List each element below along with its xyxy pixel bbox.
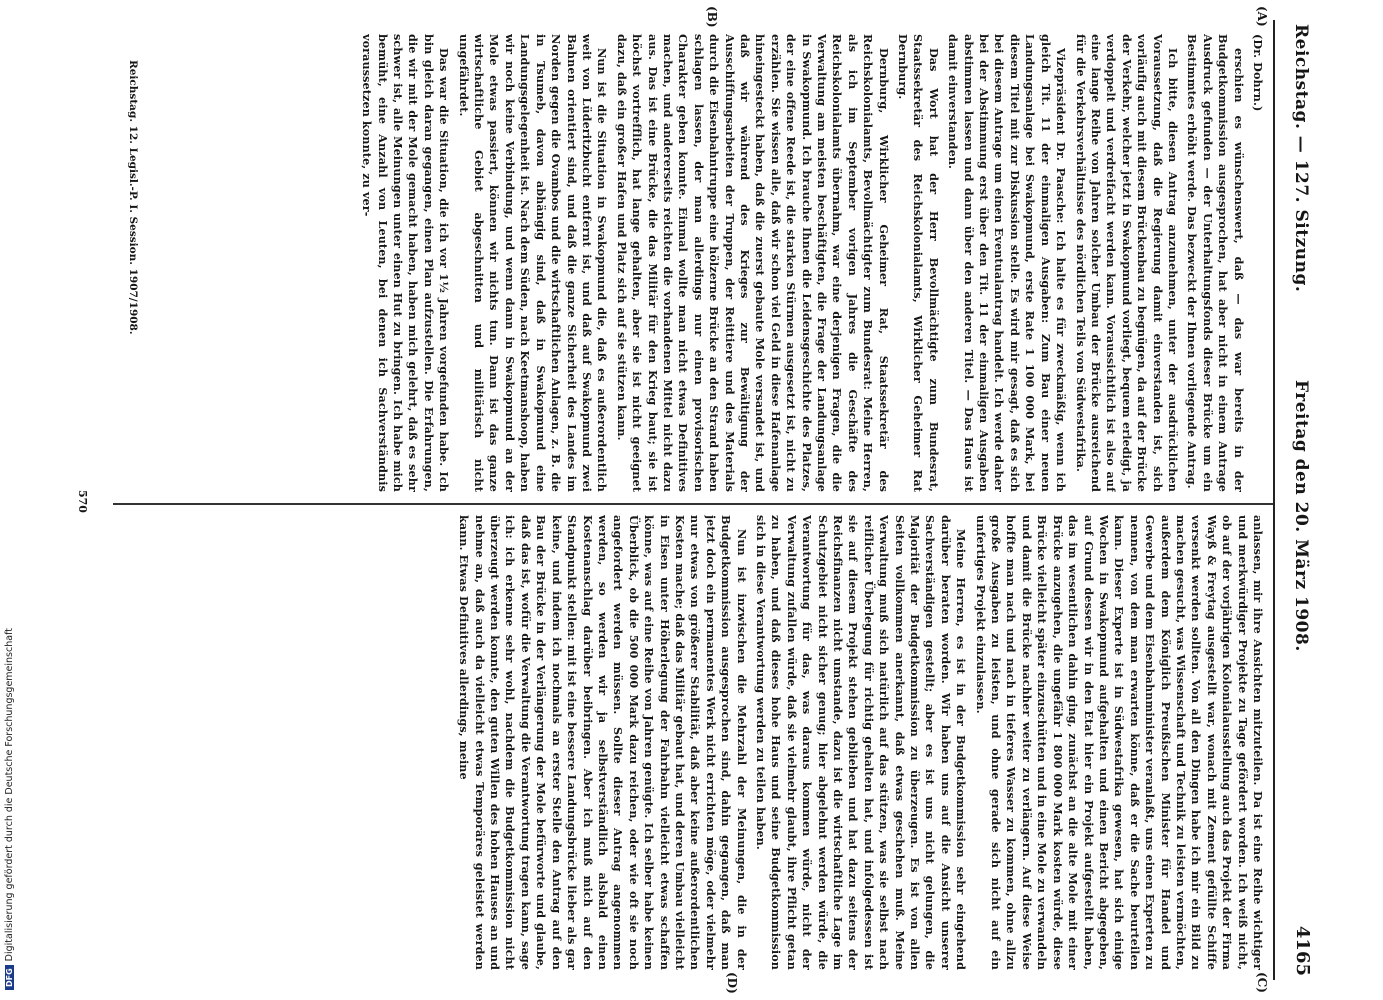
digitization-note (4, 10, 18, 990)
footer-number: 570 (76, 490, 89, 513)
paragraph: Vizepräsident Dr. Paasche: Ich halte es für zweckmäßig, wenn ich gleich Tit. 11 der einmaligen Ausgaben: Zum Bau einer neuen Landungsanlage bei Swakopmund, erste Rate 1 100 000 Mark, bei diesem Titel mit zur Diskussion stelle. Es wird mir gesagt, daß es sich bei diesem Antrage um einen Eventualantrag handelt. Ich werde daher bei der Abstimmung erst über den Tit. 11 der einmaligen Ausgaben abstimmen lassen und dann über den anderen Titel. — Das Haus ist damit einverstanden. (946, 34, 1069, 492)
left-column (145, 34, 1265, 492)
page-header (1273, 20, 1319, 980)
digitization-text: Digitalisierung gefördert durch die Deutsche Forschungsgemeinschaft (4, 628, 15, 962)
paragraph: Nun ist inzwischen die Mehrzahl der Meinungen, die in der Budgetkommission ausgesprochen sind, dahin gegangen, daß man jetzt doch ein permanentes Werk nicht errichten möge, oder vielmehr nur etwas von größerer Stabilität, daß aber keine außerordentlichen Kosten mache; daß das Militär gebaut hat, und deren Umbau vielleicht in Eisen unter Höherlegung der Fahrbahn vielleicht etwas schaffen könne, was auf eine Reihe von Jahren genügte. Ich selber habe keinen Überblick, ob die 500 000 Mark dazu reichen, oder wie oft sie noch angefordert werden müssen. Sollte dieser Antrag angenommen werden, so werden wir ja selbstverständlich alsbald einen Kostenanschlag darüber beibringen. Aber ich muß mich auf den Standpunkt stellen: mit ist eine bessere Landungsbrücke lieber als gar keine, und indem ich nochmals an erster Stelle den Antrag auf den Bau der Brücke in der Verlängerung der Mole befürworte und glaube, daß das ist, wofür die Verwaltung die Verantwortung tragen kann, sage ich: ich erkenne sehr wohl, nachdem die Budgetkommission nicht überzeugt werden konnte, den guten Willen des hohen Hauses an und nehme an, daß auch da vielleicht etwas Temporäres geleistet werden kann. Etwas Definitives allerdings, meine (457, 515, 749, 970)
header-right: Freitag den 20. März 1908. (1291, 380, 1311, 652)
page-number: 4165 (1292, 925, 1313, 976)
paragraph: erschien es wünschenswert, daß — das war bereits in der Budgetkommission ausgesprochen, hat aber nicht in einem Antrage Ausdruck gefunden — der Unterhaltungsfonds dieser Brücke um ein Bestimmtes erhöht werde. Das bezweckt der Ihnen vorliegende Antrag. (1185, 34, 1246, 492)
margin-marker-c: (C) (1255, 972, 1269, 993)
paragraph: Meine Herren, es ist in der Budgetkommission sehr eingehend darüber beraten worden. Wir haben uns auf die Ansicht unserer Sachverständigen gestellt; aber es ist uns nicht gelungen, die Majorität der Budgetkommission zu überzeugen. Es ist von allen Seiten vollkommen anerkannt, daß etwas geschehen muß. Meine Verwaltung muß sich natürlich auf das stützen, was sie selbst nach reiflicher Überlegung für richtig gehalten hat, und infolgedessen ist sie auf diesem Projekt stehen geblieben und hat dazu seitens der Reichsfinanzen nicht umstande, dazu ist die wirtschaftliche Lage im Schutzgebiet nicht sicher genug; hier abgelehnt werden würde, die Verantwortung für das, was daraus kommen würde, nicht der Verwaltung zufallen würde, daß sie vielmehr glaubt, ihre Pflicht getan zu haben, und daß dieses hohe Haus und seine Budgetkommission sich in diese Verantwortung werden zu teilen haben. (754, 515, 969, 970)
dfg-logo-icon: DFG (5, 965, 14, 990)
margin-marker-a: (A) (1255, 6, 1269, 27)
column-divider (113, 503, 1273, 505)
footer-session: Reichstag. 12. Legisl.-P. I. Session. 1907/1908. (127, 60, 139, 335)
paragraph: Das Wort hat der Herr Bevollmächtigte zum Bundesrat, Staatssekretär des Reichskolonialamts, Wirklicher Geheimer Rat Dernburg. (896, 34, 941, 492)
paragraph: Dernburg, Wirklicher Geheimer Rat, Staatssekretär des Reichskolonialamts, Bevollmächtigter zum Bundesrat: Meine Herren, als ich im September vorigen Jahres die Geschäfte des Reichskolonialamts übernahm, war eine derjenigen Fragen, die die Verwaltung am meisten beschäftigten, die Frage der Landungsanlage in Swakopmund. Ich brauche Ihnen die Leidensgeschichte des Platzes, der eine offene Reede ist, die starken Stürmen ausgesetzt ist, nicht zu erzählen. Sie wissen alle, daß wir schon viel Geld in diese Hafenanlage hineingesteckt haben, daß die zuerst gebaute Mole versandet ist, und daß wir während des Krieges zur Bewältigung der Ausschiffungsarbeiten der Truppen, der Reittiere und des Materials durch die Eisenbahntruppe eine hölzerne Brücke an den Strand haben schlagen lassen, der man allerdings nur einen provisorischen Charakter geben konnte. Einmal wollte man nicht etwas Definitives machen, und andererseits reichten die vorhandenen Mittel nicht dazu aus. Das ist eine Brücke, die das Militär für den Krieg baut; sie ist höchst vortrefflich, hat lange gehalten, aber sie ist nicht geeignet dazu, daß ein großer Hafen und Platz sich auf sie stützen kann. (614, 34, 891, 492)
paragraph: Das war die Situation, die ich vor 1½ Jahren vorgefunden habe. Ich bin gleich daran gegangen, einen Plan aufzustellen. Die Erfahrungen, die wir mit der Mole gemacht haben, haben mich gelehrt, daß es sehr schwer ist, alle Meinungen unter einen Hut zu bringen. Ich habe mich bemüht, eine Anzahl von Leuten, bei denen ich Sachverständnis voraussetzen konnte, zu ver- (360, 34, 452, 492)
header-left: Reichstag. — 127. Sitzung. (1291, 24, 1311, 293)
margin-marker-b: (B) (705, 6, 719, 28)
paragraph: Nun ist die Situation in Swakopmund die, daß es außerordentlich weit von Lüderitzbucht entfernt ist, und daß auf Swakopmund zwei Bahnen orientiert sind, und daß die ganze Sicherheit des Landes im Norden gegen die Ovambos und die wirtschaftlichen Anlagen, z. B. die in Tsumeb, davon abhängig sind, daß in Swakopmund eine Landungsgelegenheit ist. Nach dem Süden, nach Keetmanshoop, haben wir noch keine Verbindung, und wenn dann in Swakopmund an der Mole etwas passiert, können wir nichts tun. Dann ist das ganze wirtschaftliche Gebiet abgeschnitten und militärisch nicht ungefährdet. (456, 34, 610, 492)
paragraph: anlassen, mir ihre Ansichten mitzuteilen. Da ist eine Reihe wichtiger und merkwürdiger Projekte zu Tage gefördert worden. Ich weiß nicht, ob auf der vorjährigen Kolonialausstellung auch das Projekt der Firma Wayß & Freytag ausgestellt war, wonach mit Zement gefüllte Schiffe versenkt werden sollten. Von all den Dingen habe ich mir ein Bild zu machen gesucht, was Wissenschaft und Technik zu leisten vermöchten, außerdem dem Königlich Preußischen Minister für Handel und Gewerbe und dem Eisenbahnminister veranlaßt, uns einen Experten zu nennen, von dem man erwarten könne, daß er die Sache beurteilen kann. Dieser Experte ist in Südwestafrika gewesen, hat sich einige Wochen in Swakopmund aufgehalten und einen Bericht abgegeben, auf Grund dessen wir in den Etat hier ein Projekt aufgestellt haben, das im wesentlichen dahin ging, zunächst an die alte Mole mit einer Brücke anzugehen, die ungefähr 1 800 000 Mark kosten würde, diese Brücke vielleicht später einzuschütten und in eine Mole zu verwandeln und damit die Brücke nachher weiter zu verlängern. Auf diese Weise hoffte man nach und nach in tieferes Wasser zu kommen, ohne allzu große Ausgaben zu leisten, und ohne gerade sich nicht auf ein unfertiges Projekt einzulassen. (973, 515, 1265, 970)
margin-marker-d: (D) (725, 972, 739, 994)
right-column (145, 515, 1265, 970)
speaker-tag: (Dr. Dohrn.) (1251, 34, 1265, 112)
document-page (57, 6, 1319, 994)
paragraph: Ich bitte, diesen Antrag anzunehmen, unter der ausdrücklichen Voraussetzung, daß die Regierung damit einverstanden ist, sich vorläufig auch mit diesem Brückenbau zu begnügen, da auf der Brücke der Verkehr, welcher jetzt in Swakopmund vorliegt, bequem erledigt, ja verdoppelt und verdreifacht werden kann. Voraussichtlich ist also auf eine lange Reihe von Jahren solcher Umbau der Brücke ausreichend für die Verkehrsverhältnisse des nördlichen Teils von Südwestafrika. (1073, 34, 1180, 492)
